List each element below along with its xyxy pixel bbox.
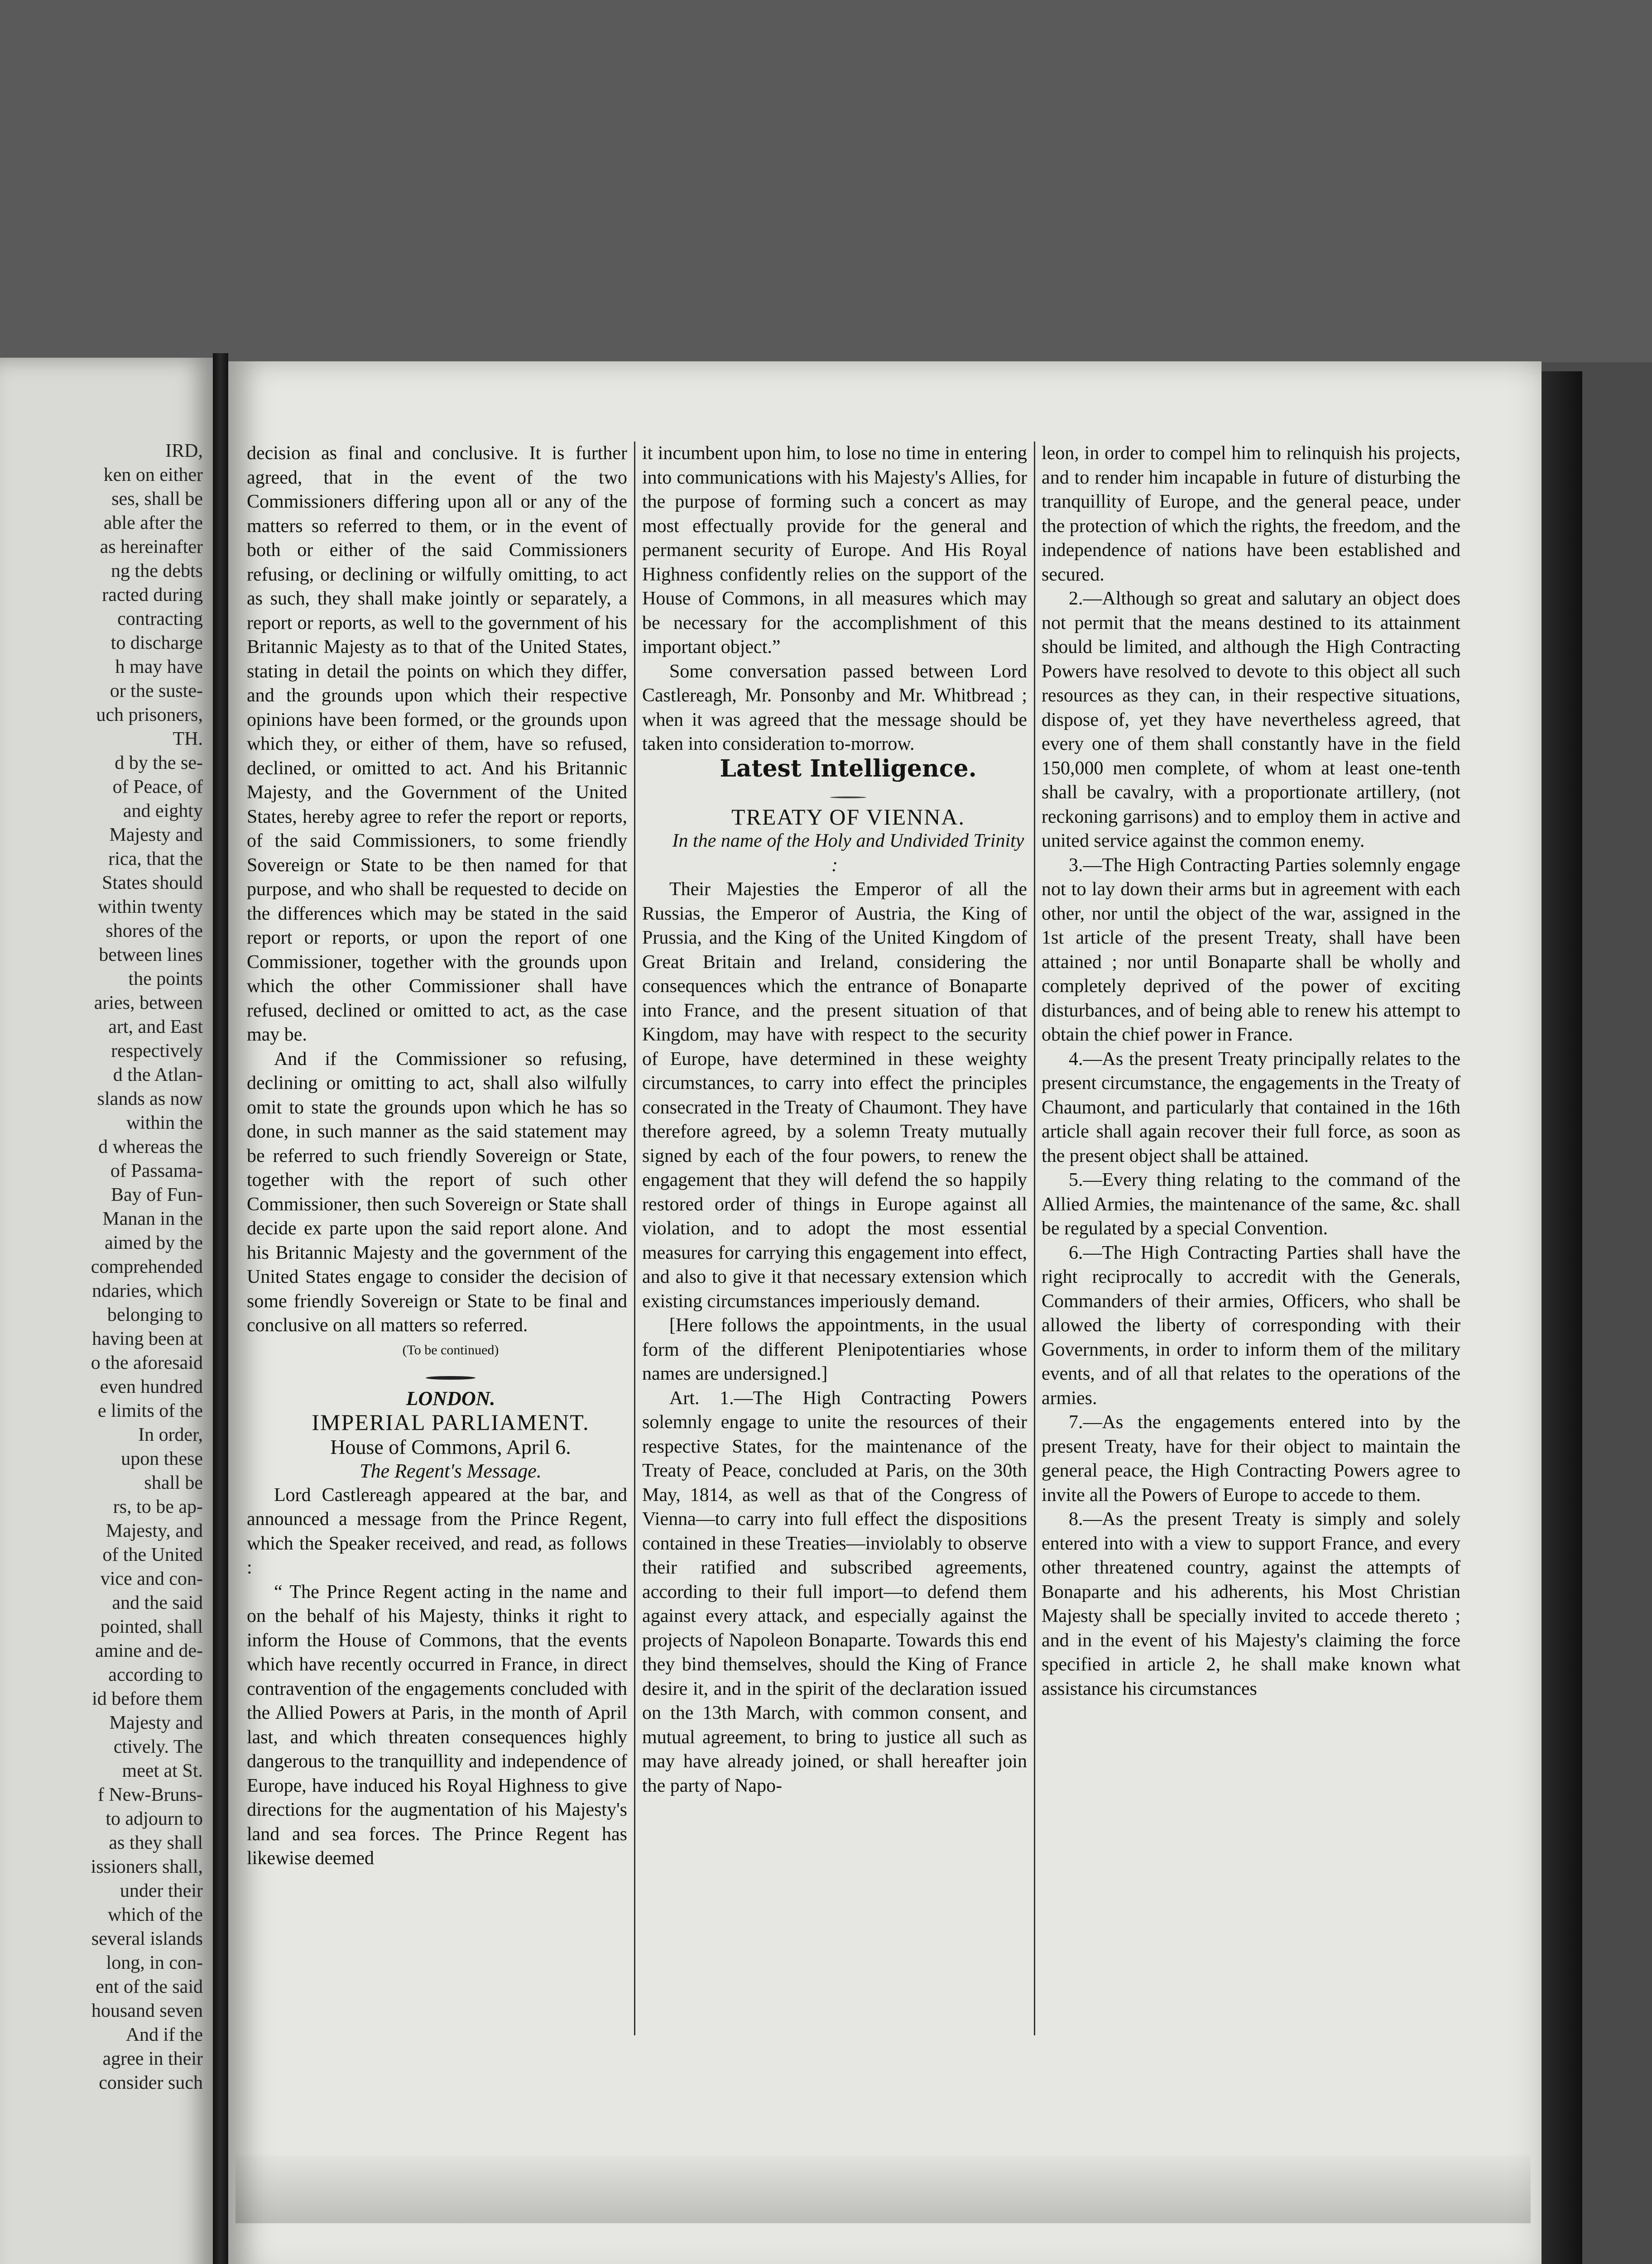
col3-paragraph-5: 5.—Every thing relating to the command of the Allied Armies, the maintenance of the same, &c. shall be regulated by a special Convention. [1042,1170,1460,1239]
left-page-line: as they shall [109,1832,203,1853]
left-page-line: States should [102,873,203,893]
left-page-line: within the [126,1113,203,1133]
left-page-line: e limits of the [97,1401,203,1421]
left-page-line: vice and con- [100,1568,203,1589]
left-page-line: art, and East [108,1017,203,1037]
left-page-line: having been at [92,1329,203,1349]
col1-paragraph-3: Lord Castlereagh appeared at the bar, and announced a message from the Prince Regent, which the Speaker received, and read, as follows : [247,1484,627,1578]
left-page-line: uch prisoners, [96,705,203,725]
column-2 [642,441,1027,1798]
left-page-line: belonging to [107,1305,203,1325]
small-ornament [642,781,1027,805]
left-page-line: of the United [102,1545,203,1565]
col2-paragraph-4: [Here follows the appointments, in the usual form of the different Plenipotentiaries whose names are undersigned.] [642,1315,1027,1384]
left-page-line: pointed, shall [100,1616,203,1637]
col2-paragraph-1: it incumbent upon him, to lose no time in entering into communications with his Majesty's Allies, for the purpose of forming such a concert as may most effectually provide for the general and permanent security of Europe. And His Royal Highness confidently relies on the support of the House of Commons, in all measures which may be necessary for the accomplishment of this important object.” [642,443,1027,657]
left-page-line: shores of the [106,921,203,941]
col1-paragraph-1: decision as final and conclusive. It is further agreed, that in the event of the two Commissioners differing upon all or any of the matters so referred to them, or in the event of both or either of the said Commissioners refusing, or declining or wilfully omitting, to act as such, they shall make jointly or separately, a report or reports, as well to the government of his Britannic Majesty as to that of the United States, stating in detail the points on which they differ, and the grounds upon which their respective opinions have been formed, or the grounds upon which they, or either of them, have so refused, declined, or omitted to act. And his Britannic Majesty, and the Government of the United States, hereby agree to refer the report or reports, of the said Commissioners, to some friendly Sovereign or State to be then named for that purpose, and who shall be requested to decide on the differences which may be stated in the said report or reports, or upon the report of one Commissioner, together with the grounds upon which the other Commissioner shall have refused, declined or omitted to act, as the case may be. [247,443,627,1045]
page-bottom-fold [235,2155,1531,2223]
left-page [0,358,213,2264]
left-page-line: under their [120,1880,203,1901]
left-page-line: the points [128,969,203,989]
left-page-line: IRD, [165,441,203,461]
left-page-line: as hereinafter [100,537,203,557]
left-page-line: Majesty and [109,1712,203,1733]
col3-paragraph-6: 6.—The High Contracting Parties shall have the right reciprocally to accredit with the Generals, Commanders of their armies, Officers, who shall be allowed the liberty of corresponding with their Governments, in order to inform them of the military events, and of all that relates to the operations of the armies. [1042,1242,1460,1409]
col2-paragraph-5: Art. 1.—The High Contracting Powers solemnly engage to unite the resources of their respective States, for the maintenance of the Treaty of Peace, concluded at Paris, on the 30th May, 1814, as well as that of the Congress of Vienna—to carry into full effect the dispositions contained in these Treaties—inviolably to observe their ratified and subscribed agreements, according to their full import—to defend them against every attack, and especially against the projects of Napoleon Bonaparte. Towards this end they bind themselves, should the King of France desire it, and in the spirit of the declaration issued on the 13th March, with common consent, and mutual agreement, to bring to justice all such as may have already joined, or shall hereafter join the party of Napo- [642,1387,1027,1796]
heading-regents-message: The Regent's Message. [360,1460,542,1482]
left-page-line: according to [108,1664,203,1685]
left-page-line: ken on either [103,465,203,485]
left-page-line: Manan in the [102,1209,203,1229]
left-page-line: amine and de- [95,1640,203,1661]
column-rule-1 [634,441,635,2035]
left-page-line: comprehended [91,1257,203,1277]
col1-paragraph-2: And if the Commissioner so refusing, declining or omitting to act, shall also wilfully omit to state the grounds upon which he has so done, in such manner as the said statement may be referred to such friendly Sovereign or State, together with the report of such other Commissioner, then such Sovereign or State shall decide ex parte upon the said report alone. And his Britannic Majesty and the government of the United States engage to consider the decision of some friendly Sovereign or State to be final and conclusive on all matters so referred. [247,1048,627,1336]
left-page-line: f New-Bruns- [97,1784,203,1805]
left-page-line: aimed by the [105,1233,203,1253]
left-page-line: and the said [112,1592,203,1613]
left-page-line: slands as now [97,1089,203,1109]
left-page-line: and eighty [123,801,203,821]
heading-imperial-parliament: IMPERIAL PARLIAMENT. [312,1410,590,1435]
col3-paragraph-8: 8.—As the present Treaty is simply and solely entered into with a view to support France, and every other threatened country, against the attempts of Bonaparte and his adherents, his Most Christian Majesty shall be specially invited to accede thereto ; and in the event of his Majesty's claiming the force specified in article 2, he shall make known what assistance his circumstances [1042,1509,1460,1699]
col2-paragraph-3: Their Majesties the Emperor of all the Russias, the Emperor of Austria, the King of Prussia, and the King of the United Kingdom of Great Britain and Ireland, considering the consequences which the entrance of Bonaparte into France, and the present situation of that Kingdom, may have with respect to the security of Europe, have determined in these weighty circumstances, to carry into effect the principles consecrated in the Treaty of Chaumont. They have therefore agreed, by a solemn Treaty mutually signed by each of the four powers, to renew the engagement that they will defend the so happily restored order of things in Europe against all violation, and to adopt the most essential measures for carrying this engagement into effect, and also to give it that necessary extension which existing circumstances imperiously demand. [642,879,1027,1312]
col3-paragraph-4: 4.—As the present Treaty principally relates to the present circumstance, the engagements in the Treaty of Chaumont, and particularly that contained in the 16th article shall again recover their full force, as soon as the present object shall be attained. [1042,1048,1460,1166]
left-page-line: d by the se- [115,753,203,773]
left-page-line: In order, [138,1425,203,1445]
left-page-line: housand seven [91,2000,203,2021]
left-page-line: Bay of Fun- [111,1185,203,1205]
book-spine [213,353,228,2264]
left-page-line: meet at St. [122,1760,203,1781]
column-rule-2 [1034,441,1035,2035]
heading-latest-intelligence: Latest Intelligence. [720,754,977,782]
left-page-line: or the suste- [110,681,203,701]
left-page-line: d whereas the [98,1137,203,1157]
col3-paragraph-2: 2.—Although so great and salutary an object does not permit that the means destined to its attainment should be limited, and although the High Contracting Powers have resolved to devote to this object all such resources as they can, in their respective situations, dispose of, yet they have nevertheless agreed, that every one of them shall constantly have in the field 150,000 men complete, of whom at least one-tenth shall be cavalry, with a proportionate artillery, (not reckoning garrisons) and to employ them in active and united service against the common enemy. [1042,588,1460,851]
left-page-line: And if the [125,2024,203,2045]
left-page-line: able after the [103,513,203,533]
left-page-line: ng the debts [111,561,203,581]
left-page-line: consider such [99,2072,203,2093]
left-page-line: o the aforesaid [91,1353,203,1373]
left-page-line: d the Atlan- [113,1065,203,1085]
left-page-line: ctively. The [113,1736,203,1757]
left-page-line: id before them [92,1688,203,1709]
heading-treaty-of-vienna: TREATY OF VIENNA. [731,804,965,830]
treaty-invocation: In the name of the Holy and Undivided Trinity : [672,830,1024,876]
left-page-line: within twenty [97,897,203,917]
left-page-line: between lines [99,945,203,965]
col3-paragraph-1: leon, in order to compel him to relinquish his projects, and to render him incapable in future of disturbing the tranquillity of Europe, and the general peace, under the protection of which the rights, the freedom, and the independence of nations have been established and secured. [1042,443,1460,585]
col3-paragraph-7: 7.—As the engagements entered into by the present Treaty, have for their object to maintain the general peace, the High Contracting Powers agree to invite all the Powers of Europe to accede to them. [1042,1412,1460,1506]
left-page-line: aries, between [94,993,203,1013]
left-page-line: issioners shall, [91,1856,203,1877]
left-page-line: Majesty and [109,825,203,845]
left-page-line: TH. [173,729,203,749]
left-page-line: several islands [91,1928,203,1949]
col1-paragraph-4: “ The Prince Regent acting in the name and on the behalf of his Majesty, thinks it right to inform the House of Commons, that the events which have recently occurred in France, in direct contravention of the engagements concluded with the Allied Powers at Paris, in the month of April last, and which threaten consequences highly dangerous to the tranquillity and independence of Europe, have induced his Royal Highness to give directions for the augmentation of his Majesty's land and sea forces. The Prince Regent has likewise deemed [247,1581,627,1869]
left-page-line: shall be [144,1473,203,1493]
col3-paragraph-3: 3.—The High Contracting Parties solemnly engage not to lay down their arms but in agreement with each other, nor until the object of the war, assigned in the 1st article of the present Treaty, shall have been attained ; nor until Bonaparte shall be wholly and completely deprived of the power of exciting disturbances, and of being able to renew his attempt to obtain the chief power in France. [1042,854,1460,1045]
page-edge [1542,371,1582,2264]
left-page-line: which of the [108,1904,203,1925]
left-page-line: ses, shall be [111,489,203,509]
left-page-line: rs, to be ap- [113,1497,203,1517]
left-page-line: Majesty, and [106,1521,203,1541]
left-page-line: upon these [121,1449,203,1469]
column-1 [247,441,627,1871]
left-page-line: long, in con- [106,1952,203,1973]
heading-house-of-commons: House of Commons, April 6. [330,1435,571,1458]
to-be-continued: (To be continued) [402,1342,499,1357]
left-page-line: h may have [115,657,203,677]
section-ornament [247,1362,627,1386]
left-page-column [4,439,203,2095]
left-page-line: racted during [102,585,203,605]
heading-london: LONDON. [406,1387,495,1410]
left-page-line: of Passama- [110,1161,203,1181]
left-page-line: to discharge [110,633,203,653]
left-page-line: even hundred [100,1377,203,1397]
col2-paragraph-2: Some conversation passed between Lord Castlereagh, Mr. Ponsonby and Mr. Whitbread ; when it was agreed that the message should be taken into consideration to-morrow. [642,661,1027,754]
left-page-line: contracting [117,609,203,629]
left-page-line: to adjourn to [106,1808,203,1829]
left-page-line: agree in their [102,2048,203,2069]
left-page-line: ndaries, which [92,1281,203,1301]
left-page-line: of Peace, of [112,777,203,797]
scan-background-top [0,0,1652,362]
left-page-line: rica, that the [108,849,203,869]
left-page-line: respectively [111,1041,203,1061]
left-page-line: ent of the said [96,1976,203,1997]
column-3 [1042,441,1460,1701]
